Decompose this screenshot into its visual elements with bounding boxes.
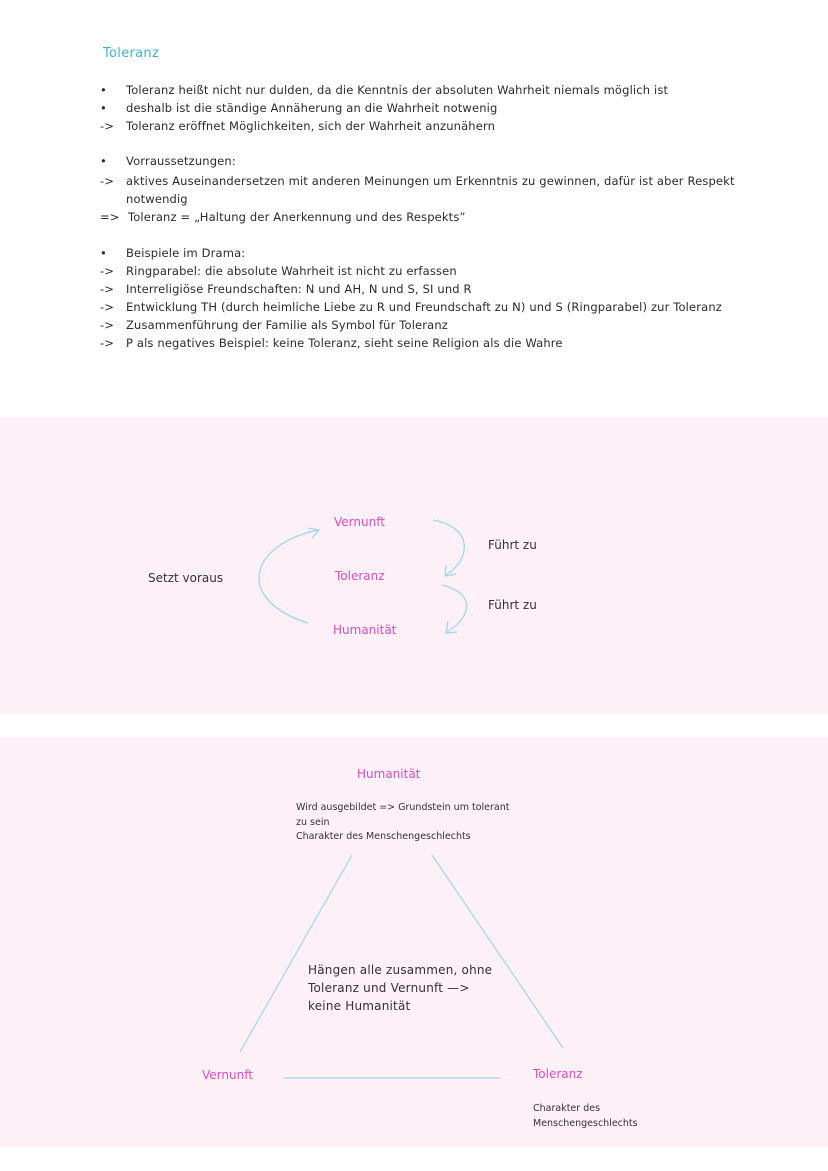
triangle-edge-right bbox=[432, 855, 563, 1048]
note-marker: -> bbox=[100, 264, 115, 278]
note-marker: => bbox=[100, 210, 120, 224]
center-text-line: keine Humanität bbox=[308, 999, 411, 1013]
note-marker: -> bbox=[100, 119, 115, 133]
triangle-humanitaet: Humanität bbox=[357, 767, 421, 781]
toleranz-note bbox=[533, 1102, 638, 1131]
center-text-line: Toleranz und Vernunft —> bbox=[308, 981, 470, 995]
note-text: Entwicklung TH (durch heimliche Liebe zu R und Freundschaft zu N) und S (Ringparabel) zur Toleranz bbox=[126, 300, 722, 314]
toleranz-note-line: Menschengeschlechts bbox=[533, 1117, 638, 1129]
note-marker: -> bbox=[100, 282, 115, 296]
cycle-toleranz: Toleranz bbox=[335, 569, 385, 583]
note-text: Ringparabel: die absolute Wahrheit ist nicht zu erfassen bbox=[126, 264, 457, 278]
setzt-voraus-label: Setzt voraus bbox=[148, 571, 224, 585]
note-text: Interreligiöse Freundschaften: N und AH, N und S, SI und R bbox=[126, 282, 472, 296]
humanitaet-note-line: Wird ausgebildet => Grundstein um tolerant bbox=[296, 802, 510, 813]
note-text: P als negatives Beispiel: keine Toleranz, sieht seine Religion als die Wahre bbox=[126, 336, 563, 350]
note-marker: -> bbox=[100, 336, 115, 350]
note-marker: -> bbox=[100, 318, 115, 332]
note-marker: -> bbox=[100, 174, 115, 188]
note-marker: -> bbox=[100, 300, 115, 314]
note-text: aktives Auseinandersetzen mit anderen Meinungen um Erkenntnis zu gewinnen, dafür ist aber Respekt bbox=[126, 174, 735, 188]
note-text: Vorraussetzungen: bbox=[126, 154, 236, 168]
cycle-humanitaet: Humanität bbox=[333, 623, 397, 637]
humanitaet-note-line: zu sein bbox=[296, 816, 330, 828]
note-marker: • bbox=[100, 246, 107, 260]
cycle-vernunft: Vernunft bbox=[334, 515, 385, 529]
triangle-center-text bbox=[308, 961, 492, 1015]
toleranz-note-line: Charakter des bbox=[533, 1103, 601, 1114]
fuehrt-zu-label-1: Führt zu bbox=[488, 538, 537, 552]
note-text: Toleranz = „Haltung der Anerkennung und des Respekts” bbox=[128, 210, 466, 224]
fuehrt-zu-label-2: Führt zu bbox=[488, 598, 537, 612]
notes-title: Toleranz bbox=[103, 46, 160, 61]
note-text: notwendig bbox=[126, 192, 188, 206]
note-text: Toleranz eröffnet Möglichkeiten, sich der Wahrheit anzunähern bbox=[126, 119, 496, 133]
note-text: Beispiele im Drama: bbox=[126, 246, 246, 260]
triangle-edge-left bbox=[240, 855, 352, 1052]
triangle-toleranz: Toleranz bbox=[533, 1067, 583, 1081]
note-marker: • bbox=[100, 154, 107, 168]
note-marker: • bbox=[100, 101, 107, 115]
humanitaet-note bbox=[296, 801, 509, 845]
note-text: deshalb ist die ständige Annäherung an die Wahrheit notwenig bbox=[126, 101, 498, 115]
note-marker: • bbox=[100, 83, 107, 97]
humanitaet-note-line: Charakter des Menschengeschlechts bbox=[296, 831, 471, 842]
center-text-line: Hängen alle zusammen, ohne bbox=[308, 963, 493, 977]
triangle-vernunft: Vernunft bbox=[202, 1068, 253, 1082]
note-text: Zusammenführung der Familie als Symbol für Toleranz bbox=[126, 318, 448, 332]
note-text: Toleranz heißt nicht nur dulden, da die Kenntnis der absoluten Wahrheit niemals möglich ist bbox=[126, 83, 669, 97]
